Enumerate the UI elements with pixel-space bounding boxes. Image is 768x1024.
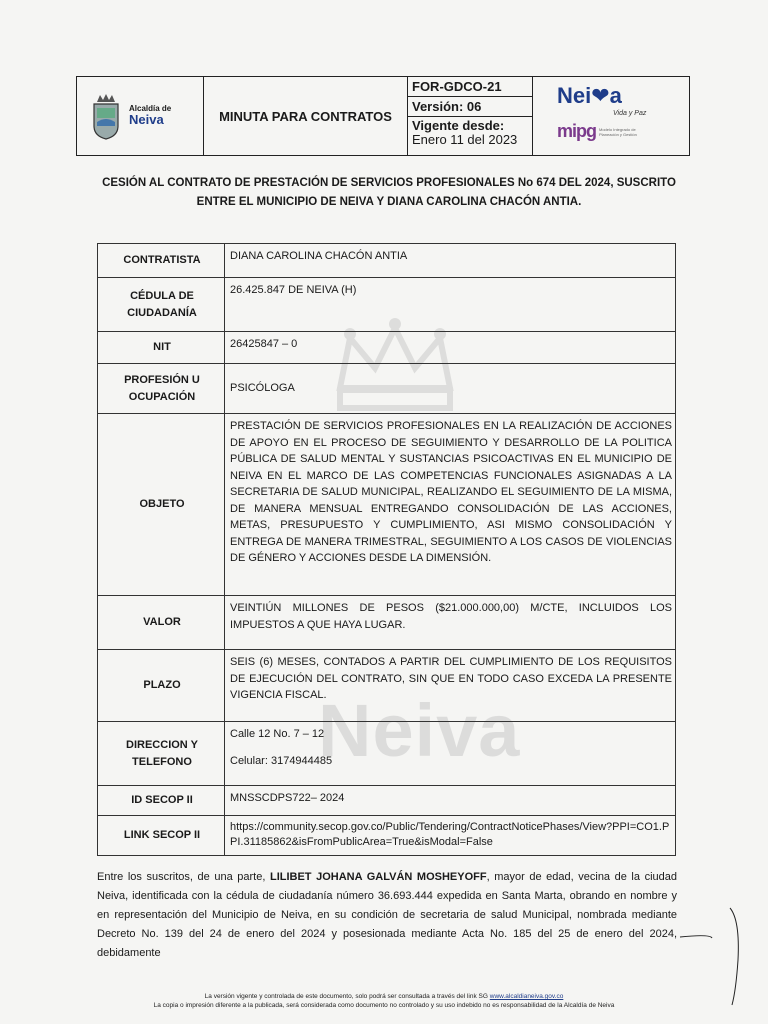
table-row [98, 278, 676, 332]
row-value: MNSSCDPS722– 2024 [225, 786, 676, 816]
table-row [98, 816, 676, 856]
address: Calle 12 No. 7 – 12 [230, 728, 325, 740]
row-value: 26.425.847 DE NEIVA (H) [225, 278, 676, 332]
watermark-text: Neiva [318, 689, 521, 772]
contract-info-table [97, 243, 676, 856]
document-code: FOR-GDCO-21 [408, 77, 532, 97]
neiva-mipg-logos [533, 77, 689, 155]
row-label: VALOR [98, 596, 225, 650]
secretary-name: LILIBET JOHANA GALVÁN MOSHEYOFF [269, 871, 487, 883]
table-row [98, 364, 676, 414]
mipg-subtitle: Modelo Integrado de Planeación y Gestión [599, 127, 637, 137]
alcaldia-logo-cell [77, 77, 204, 155]
row-value: VEINTIÚN MILLONES DE PESOS ($21.000.000,00) M/CTE, INCLUIDOS LOS IMPUESTOS A QUE HAYA LUGAR. [225, 596, 676, 650]
row-label: PLAZO [98, 650, 225, 722]
document-control-info [408, 77, 533, 155]
handwritten-mark-icon [660, 900, 760, 1010]
table-row [98, 722, 676, 786]
mipg-logo: mipg [557, 121, 596, 141]
table-row [98, 650, 676, 722]
row-value: PRESTACIÓN DE SERVICIOS PROFESIONALES EN LA REALIZACIÓN DE ACCIONES DE APOYO EN EL PROCESO DE SEGUIMIENTO Y DESARROLLO DE LA POLITICA PÚBLICA DE SALUD MENTAL Y SUSTANCIAS PSICOACTIVAS EN EL MUNICIPIO DE NEIVA EN EL MARCO DE LAS COMPETENCIAS FUNCIONALES ASIGNADAS A LA SECRETARIA DE SALUD MUNICIPAL, REALIZANDO EL SEGUIMIENTO DE LA MISMA, DE MANERA MENSUAL ENTREGANDO CONSOLIDACIÓN DE LAS ACCIONES, METAS, PRESUPUESTO Y CUMPLIMIENTO, ASI MISMO CONSOLIDACIÓN Y ENTREGA DE MANERA TRIMESTRAL, SEGUIMIENTO A LOS CASOS DE VIOLENCIAS DE GÉNERO Y ACCIONES DESDE LA DIMENSIÓN. [225, 414, 676, 596]
city-crest-icon [91, 92, 121, 140]
row-label: LINK SECOP II [98, 816, 225, 856]
table-row [98, 786, 676, 816]
contract-paragraph: Entre los suscritos, de una parte, LILIBET JOHANA GALVÁN MOSHEYOFF, mayor de edad, vecina de la ciudad Neiva, identificada con la cédula de ciudadanía número 36.693.444 expedida en Santa Marta, obrando en nombre y en representación del Municipio de Neiva, en su condición de secretaria de salud Municipal, nombrada mediante Decreto No. 139 del 24 de enero del 2024 y posesionada mediante Acta No. 185 del 25 de enero del 2024, debidamente [97, 871, 677, 959]
row-label: PROFESIÓN U OCUPACIÓN [98, 364, 225, 414]
row-value: PSICÓLOGA [225, 364, 676, 414]
table-row [98, 332, 676, 364]
row-label: CONTRATISTA [98, 244, 225, 278]
document-footer: La versión vigente y controlada de este documento, solo podrá ser consultada a través del link SG www.alcaldianeiva.gov.co La copia o impresión diferente a la publicada, será considerada como documento no controlado y su uso indebido no es responsabilidad de la Alcaldía de Neiva [153, 993, 615, 1009]
row-value: 26425847 – 0 [225, 332, 676, 364]
footer-link[interactable]: www.alcaldianeiva.gov.co [489, 993, 564, 1000]
row-label: ID SECOP II [98, 786, 225, 816]
phone: Celular: 3174944485 [230, 754, 333, 767]
row-value: DIANA CAROLINA CHACÓN ANTIA [225, 244, 676, 278]
row-label: CÉDULA DE CIUDADANÍA [98, 278, 225, 332]
row-label: DIRECCION Y TELEFONO [98, 722, 225, 786]
document-header [76, 76, 690, 156]
row-label: NIT [98, 332, 225, 364]
document-title: CESIÓN AL CONTRATO DE PRESTACIÓN DE SERVICIOS PROFESIONALES No 674 DEL 2024, SUSCRITO ENTRE EL MUNICIPIO DE NEIVA Y DIANA CAROLINA CHACÓN ANTIA. [102, 177, 676, 208]
alcaldia-name: Alcaldía de Neiva [129, 103, 172, 128]
document-version: Versión: 06 [408, 97, 532, 117]
row-label: OBJETO [98, 414, 225, 596]
row-value: SEIS (6) MESES, CONTADOS A PARTIR DEL CUMPLIMIENTO DE LOS REQUISITOS DE EJECUCIÓN DEL CONTRATO, SIN QUE EN TODO CASO EXCEDA LA PRESENTE VIGENCIA FISCAL. [225, 650, 676, 722]
neiva-logo: Nei❤a [557, 83, 622, 108]
secop-link[interactable]: https://community.secop.gov.co/Public/Tendering/ContractNoticePhases/View?PPI=CO1.PPI.31185862&isFromPublicArea=True&isModal=False [225, 816, 676, 856]
vida-y-paz-tagline: Vida y Paz [613, 110, 647, 117]
document-validity: Vigente desde: Enero 11 del 2023 [412, 118, 518, 147]
document-type-title: MINUTA PARA CONTRATOS [204, 77, 408, 155]
table-row [98, 596, 676, 650]
table-row [98, 414, 676, 596]
table-row [98, 244, 676, 278]
row-value [225, 722, 676, 786]
